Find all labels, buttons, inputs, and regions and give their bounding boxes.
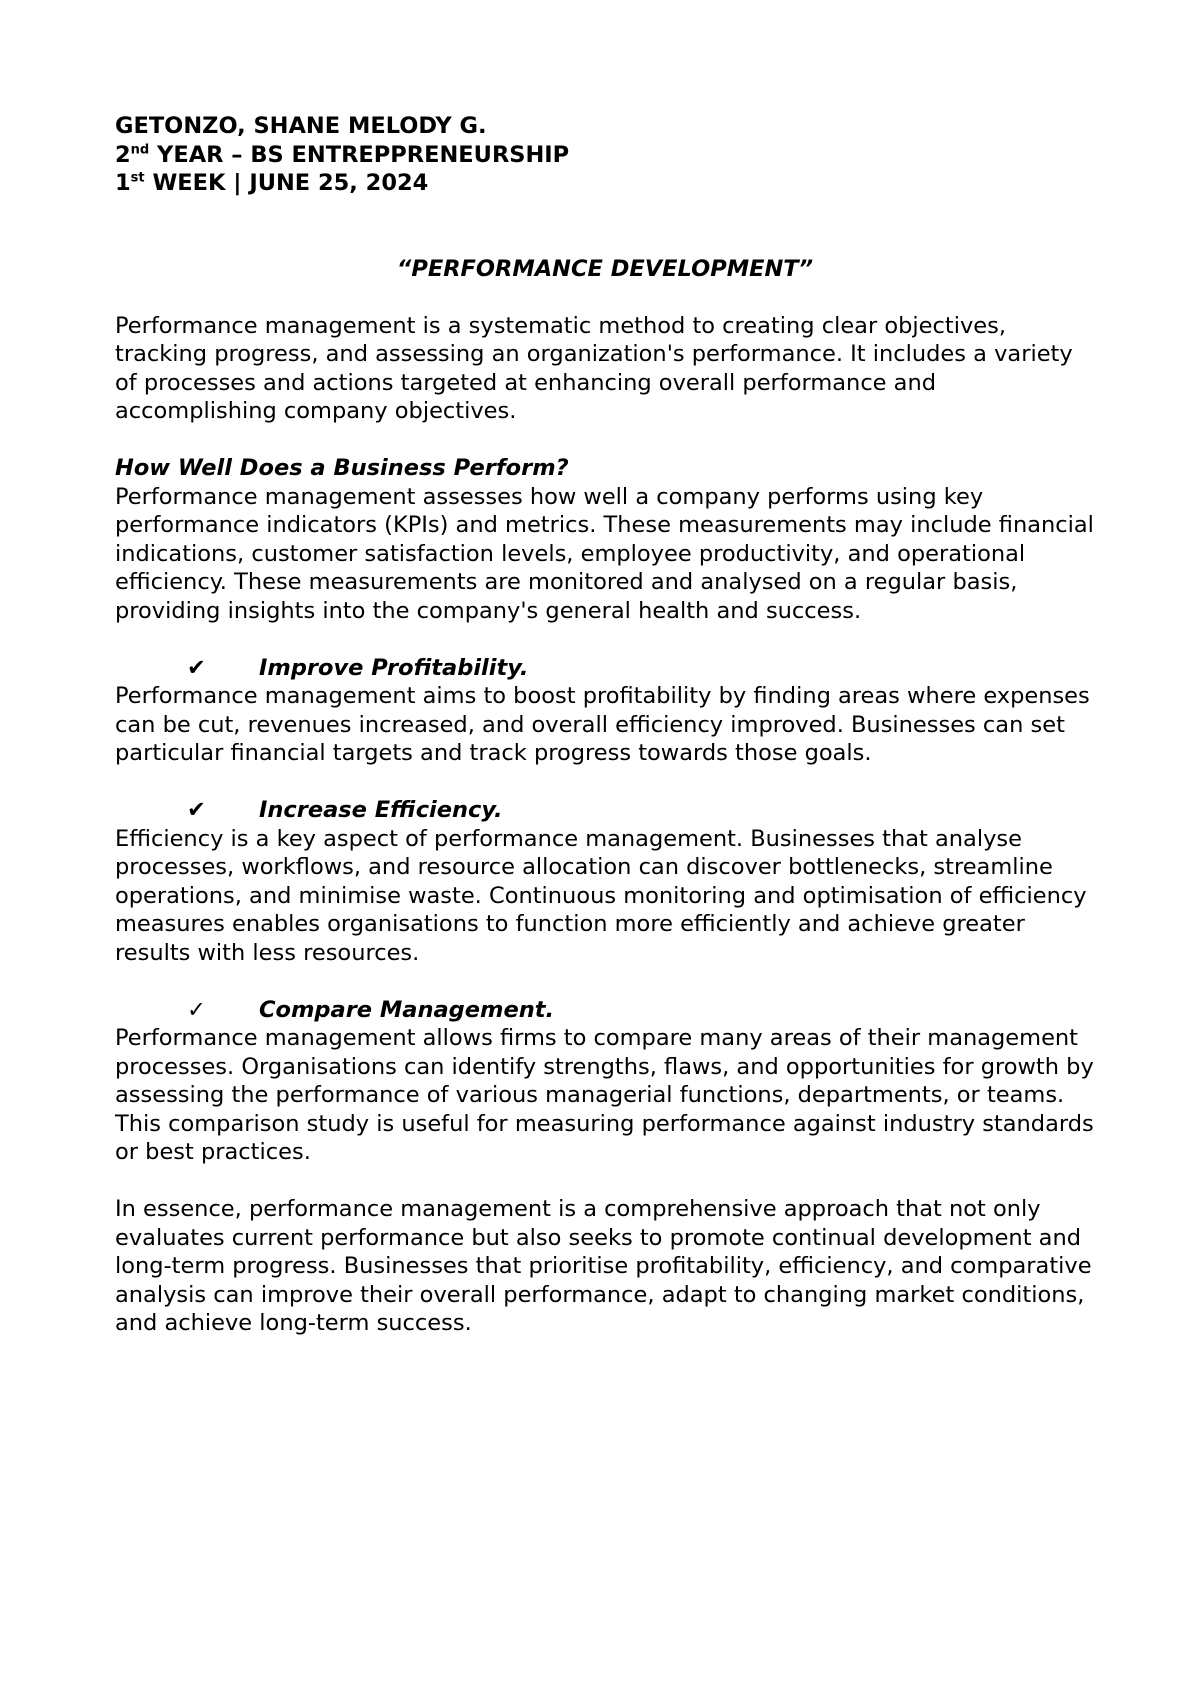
- document-page: [115, 112, 1095, 1366]
- checklist-paragraph: Performance management aims to boost profitability by finding areas where expenses can be cut, revenues increased, and overall efficiency improved. Businesses can set particular financial targets and track progress towards those goals.: [115, 683, 1090, 766]
- checklist-heading: Increase Efficiency.: [259, 797, 503, 823]
- checklist-item-management: [115, 996, 1095, 1025]
- check-icon: ✔: [187, 797, 206, 823]
- year-number: 2: [115, 141, 131, 168]
- checklist-paragraph: Efficiency is a key aspect of performance management. Businesses that analyse processes, workflows, and resource allocation can discover bottlenecks, streamline operations, and minimise waste. Continuous monitoring and optimisation of efficiency measures enables organisations to function more efficiently and achieve greater results with less resources.: [115, 825, 1087, 966]
- week-date: WEEK | JUNE 25, 2024: [144, 170, 429, 196]
- week-ordinal: st: [130, 170, 145, 186]
- week-date-line: [115, 169, 1095, 198]
- intro-paragraph: Performance management is a systematic method to creating clear objectives, tracking progress, and assessing an organization's performance. It includes a variety of processes and actions targeted at enhancing overall performance and accomplishing company objectives.: [115, 312, 1073, 424]
- checklist-heading: Compare Management.: [259, 996, 555, 1023]
- checklist-item-efficiency: [115, 796, 1095, 825]
- checklist-paragraph: Performance management allows firms to compare many areas of their management processes. Organisations can identify strengths, flaws, and opportunities for growth by assessing the performance of various managerial functions, departments, or teams. This comparison study is useful for measuring performance against industry standards or best practices.: [115, 1025, 1094, 1165]
- document-title: “PERFORMANCE DEVELOPMENT”: [396, 255, 814, 282]
- year-program: YEAR – BS ENTREPPRENEURSHIP: [149, 141, 570, 168]
- student-name: GETONZO, SHANE MELODY G.: [115, 113, 487, 139]
- week-number: 1: [115, 170, 131, 196]
- check-icon: ✔: [187, 654, 206, 681]
- section-paragraph: Performance management assesses how well a company performs using key performance indicators (KPIs) and metrics. These measurements may include financial indications, customer satisfaction levels, employee productivity, and operational efficiency. These measurements are monitored and analysed on a regular basis, providing insights into the company's general health and success.: [115, 483, 1094, 624]
- checklist-heading: Improve Profitability.: [259, 654, 529, 681]
- checklist-item-profitability: [115, 654, 1095, 683]
- section-heading: How Well Does a Business Perform?: [115, 455, 569, 481]
- conclusion-paragraph: In essence, performance management is a comprehensive approach that not only evaluates current performance but also seeks to promote continual development and long-term progress. Businesses that prioritise profitability, efficiency, and comparative analysis can improve their overall performance, adapt to changing market conditions, and achieve long-term success.: [115, 1196, 1092, 1336]
- check-icon: ✓: [187, 996, 206, 1023]
- year-ordinal: nd: [130, 142, 150, 157]
- year-program-line: [115, 141, 1095, 170]
